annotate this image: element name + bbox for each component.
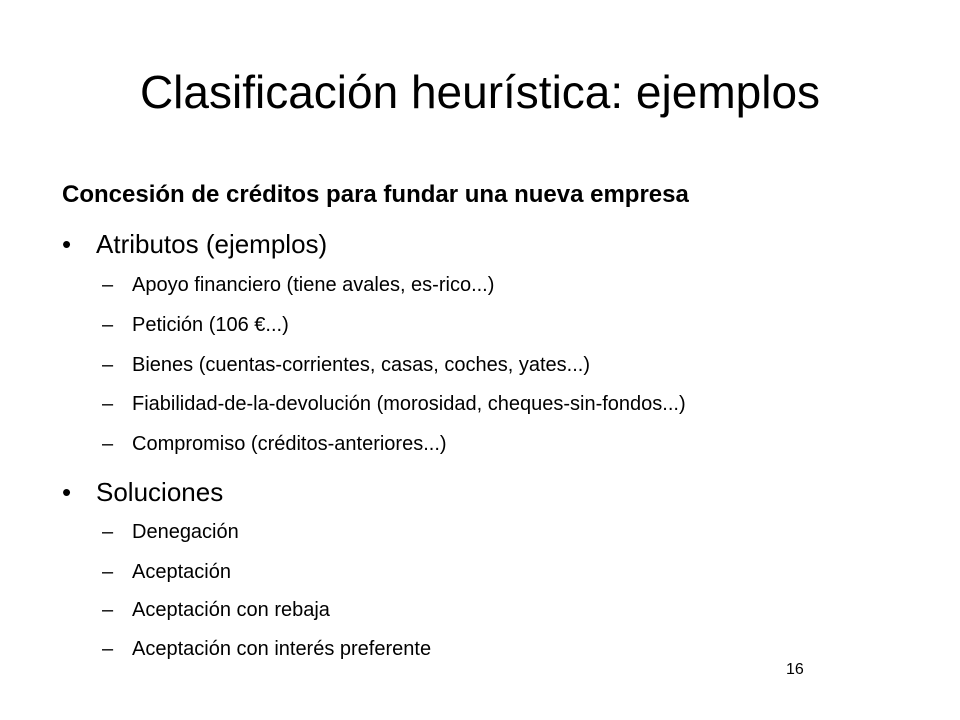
dash-marker: – xyxy=(102,354,114,376)
bullet-marker: • xyxy=(62,229,72,259)
list-item-text: Aceptación xyxy=(132,561,231,583)
bullet-soluciones xyxy=(62,476,223,508)
list-item xyxy=(102,391,686,417)
dash-marker: – xyxy=(102,393,114,415)
list-item xyxy=(102,312,289,338)
list-item-text: Aceptación con interés preferente xyxy=(132,638,432,660)
list-item-text: Petición (106 €...) xyxy=(132,314,289,336)
dash-marker: – xyxy=(102,274,114,296)
list-item-text: Apoyo financiero (tiene avales, es-rico...) xyxy=(132,274,495,296)
list-item-text: Bienes (cuentas-corrientes, casas, coches, yates...) xyxy=(132,354,590,376)
dash-marker: – xyxy=(102,638,114,660)
list-item xyxy=(102,352,590,378)
list-item-text: Fiabilidad-de-la-devolución (morosidad, cheques-sin-fondos...) xyxy=(132,393,686,415)
list-item-text: Compromiso (créditos-anteriores...) xyxy=(132,433,447,455)
bullet-marker: • xyxy=(62,477,72,507)
bullet-atributos xyxy=(62,228,327,260)
list-item-text: Aceptación con rebaja xyxy=(132,599,330,621)
list-item xyxy=(102,519,239,545)
page-number: 16 xyxy=(786,661,804,678)
dash-marker: – xyxy=(102,314,114,336)
list-item-text: Denegación xyxy=(132,521,239,543)
dash-marker: – xyxy=(102,599,114,621)
list-item xyxy=(102,559,231,585)
list-item xyxy=(102,431,447,457)
bullet-label: Atributos (ejemplos) xyxy=(96,229,328,259)
bullet-label: Soluciones xyxy=(96,477,224,507)
list-item xyxy=(102,597,330,623)
slide-subtitle: Concesión de créditos para fundar una nueva empresa xyxy=(62,181,689,208)
dash-marker: – xyxy=(102,561,114,583)
dash-marker: – xyxy=(102,433,114,455)
list-item xyxy=(102,272,494,298)
slide-title: Clasificación heurística: ejemplos xyxy=(139,66,821,118)
list-item xyxy=(102,636,431,662)
dash-marker: – xyxy=(102,521,114,543)
